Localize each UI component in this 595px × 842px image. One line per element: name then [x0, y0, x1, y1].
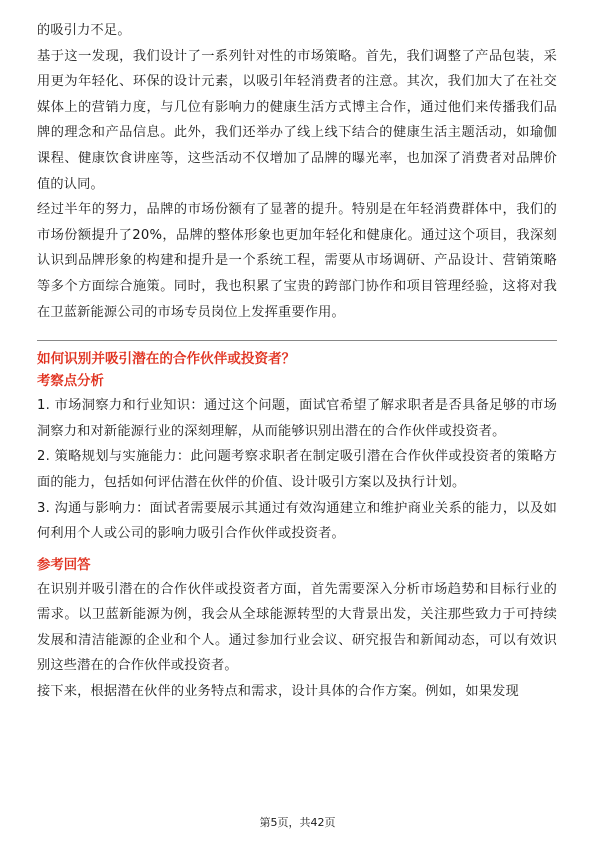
document-page — [37, 18, 557, 705]
answer-paragraph: 在识别并吸引潜在的合作伙伴或投资者方面，首先需要深入分析市场趋势和目标行业的需求。以卫蓝新能源为例，我会从全球能源转型的大背景出发，关注那些致力于可持续发展和清洁能源的企业和个人。通过参加行业会议、研究报告和新闻动态，可以有效识别这些潜在的合作伙伴或投资者。 — [37, 581, 557, 674]
analysis-item: 3. 沟通与影响力：面试者需要展示其通过有效沟通建立和维护商业关系的能力，以及如何利用个人或公司的影响力吸引合作伙伴或投资者。 — [37, 500, 557, 542]
answer-heading: 参考回答 — [37, 557, 91, 573]
spacer — [37, 547, 557, 555]
analysis-heading: 考察点分析 — [37, 374, 104, 390]
answer-paragraph: 接下来，根据潜在伙伴的业务特点和需求，设计具体的合作方案。例如，如果发现 — [37, 684, 519, 700]
analysis-item: 2. 策略规划与实施能力：此问题考察求职者在制定吸引潜在合作伙伴或投资者的策略方面的能力，包括如何评估潜在伙伴的价值、设计吸引方案以及执行计划。 — [37, 449, 557, 490]
section-divider — [37, 340, 557, 341]
question-heading: 如何识别并吸引潜在的合作伙伴或投资者？ — [37, 351, 296, 368]
analysis-item: 1. 市场洞察力和行业知识：通过这个问题，面试官希望了解求职者是否具备足够的市场洞察力和对新能源行业的深刻理解，从而能够识别出潜在的合作伙伴或投资者。 — [37, 398, 557, 439]
page-number-footer: 第5页，共42页 — [259, 816, 336, 829]
body-paragraph: 经过半年的努力，品牌的市场份额有了显著的提升。特别是在年轻消费群体中，我们的市场份额提升了20%，品牌的整体形象也更加年轻化和健康化。通过这个项目，我深刻认识到品牌形象的构建和提升是一个系统工程，需要从市场调研、产品设计、营销策略等多个方面综合施策。同时，我也积累了宝贵的跨部门协作和项目管理经验，这将对我在卫蓝新能源公司的市场专员岗位上发挥重要作用。 — [37, 202, 557, 320]
body-paragraph: 的吸引力不足。 — [37, 23, 131, 38]
body-paragraph: 基于这一发现，我们设计了一系列针对性的市场策略。首先，我们调整了产品包装，采用更为年轻化、环保的设计元素，以吸引年轻消费者的注意。其次，我们加大了在社交媒体上的营销力度，与几位有影响力的健康生活方式博主合作，通过他们来传播我们品牌的理念和产品信息。此外，我们还举办了线上线下结合的健康生活主题活动，如瑜伽课程、健康饮食讲座等，这些活动不仅增加了品牌的曝光率，也加深了消费者对品牌价值的认同。 — [37, 48, 557, 192]
